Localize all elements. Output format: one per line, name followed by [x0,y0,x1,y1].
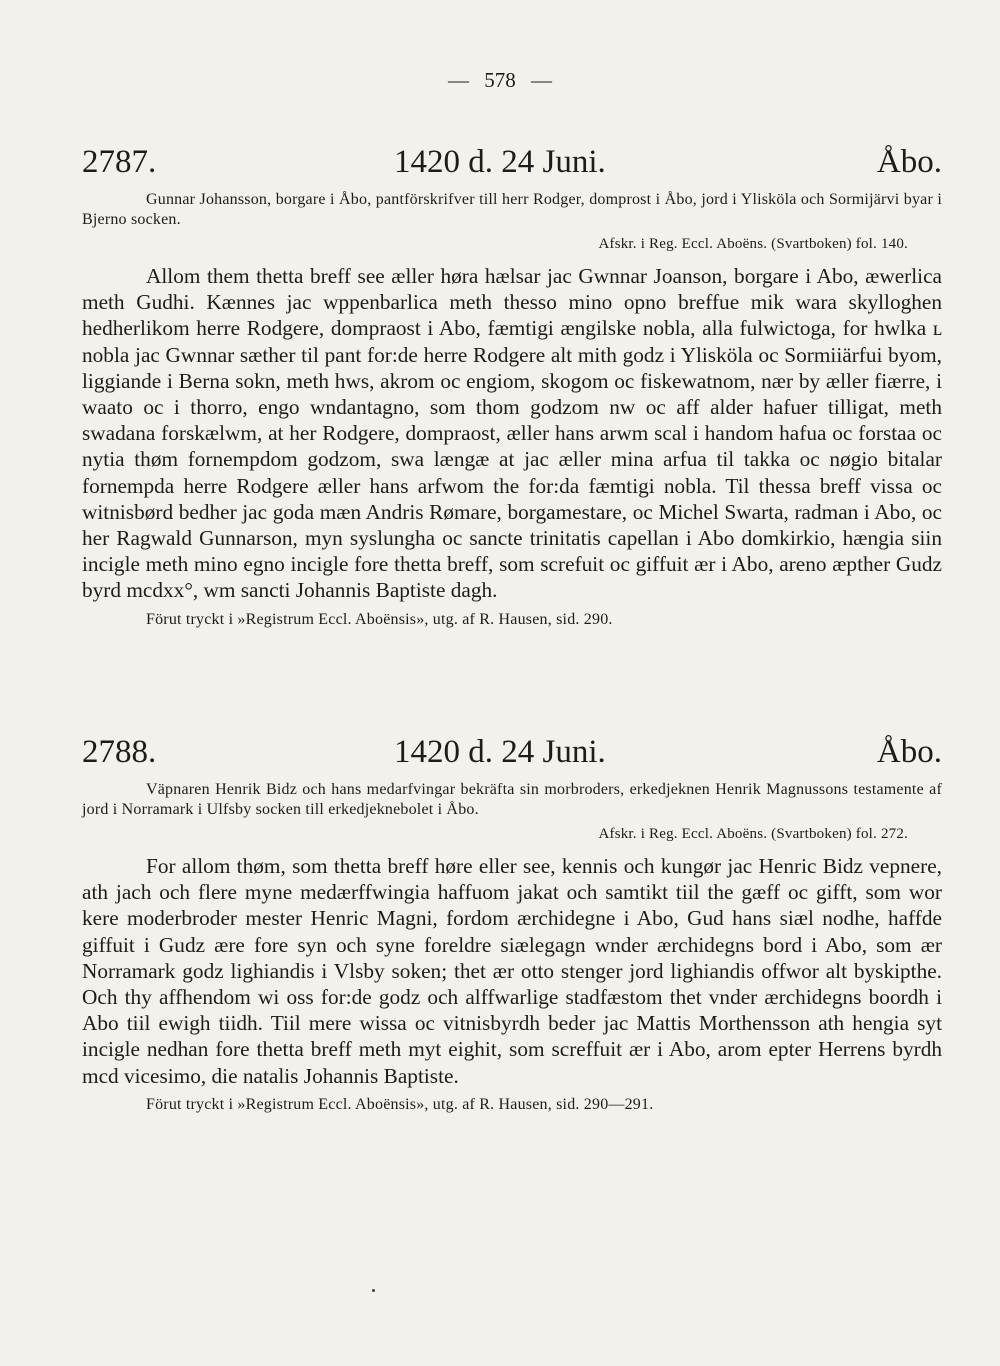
entry-summary: Gunnar Johansson, borgare i Åbo, pantförskrifver till herr Rodger, domprost i Åbo, jord i Ylisköla och Sormijärvi byar i Bjerno socken. [82,191,942,228]
entry-number: 2787. [82,144,157,180]
entry-date: 1420 d. 24 Juni. [394,734,606,770]
entry-text: For allom thøm, som thetta breff høre eller see, kennis och kungør jac Henric Bidz vepnere, ath jach och flere myne medærffwingia haffuom jakat och samtikt tiil the gæff oc gifft, som wor kere moderbroder mester Henric Magni, fordom ærchidegne i Abo, Gud hans siæl nodhe, haffde giffuit i Gudz ære fore syn och syne foreldre siælegagn wnder ærchidegns bord i Abo, som ær Norramark godz lighiandis i Vlsby soken; thet ær otto stenger jord lighiandis offwor alt byskipthe. Och thy affhendom wi oss for:de godz och alffwarlige stadfæstom thet vnder ærchidegns boordh i Abo tiil ewigh tiidh. Tiil mere wissa oc vitnisbyrdh beder jac Mattis Morthensson ath hengia syt incigle nedhan fore thetta breff meth myt eighit, som screffuit ær i Abo, arom epter Herrens byrdh mcd vicesimo, die natalis Johannis Baptiste. [82,854,942,1088]
entry-text: Allom them thetta breff see æller høra hælsar jac Gwnnar Joanson, borgare i Abo, æwerlica meth Gudhi. Kænnes jac wppenbarlica meth thesso mino opno breffue mik wara skylloghen hedherlikom herre Rodgere, dompraost i Abo, fæmtigi ængilske nobla, alla fulwictoga, for hwlka ʟ nobla jac Gwnnar sæther til pant for:de herre Rodgere alt mith godz i Ylisköla oc Sormiiärfui byom, liggiande i Berna sokn, meth hws, akrom oc engiom, skogom oc fiskewatnom, nær by æller fiærre, i waato oc i thorro, engo wndantagno, som thom godzom nw oc aff alder hafuer tilligat, meth swadana forskælwm, at her Rodgere, dompraost, æller hans arwm scal i handom hafua oc forstaa oc nytia thøm fornempdom godzom, swa længæ at jac æller mina arfua til takka oc nøgio bitalar fornempda herre Rodgere æller hans arfwom the for:da fæmtigi nobla. Til thessa breff vissa oc witnisbørd bedher jac goda mæn Andris Rømare, borgamestare, oc Michel Swarta, radman i Abo, oc her Ragwald Gunnarson, myn syslungha oc sancte trinitatis capellan i Abo domkirkio, hængia siin incigle meth mino egno incigle fore thetta breff, som screfuit oc giffuit ær i Abo, areno æpther Gudz byrd mcdxx°, wm sancti Johannis Baptiste dagh. [82,264,942,603]
entry-source: Afskr. i Reg. Eccl. Aboëns. (Svartboken) fol. 140. [598,236,908,252]
entry-2787 [82,142,942,630]
entry-heading [82,732,942,772]
entry-number: 2788. [82,734,157,770]
paper-speck [372,1289,375,1292]
entry-date: 1420 d. 24 Juni. [394,144,606,180]
page-number: — 578 — [448,68,552,92]
entry-place: Åbo. [876,144,942,180]
entry-place: Åbo. [876,734,942,770]
entry-printed-reference: Förut tryckt i »Registrum Eccl. Aboënsis», utg. af R. Hausen, sid. 290—291. [146,1095,654,1113]
entry-printed-reference: Förut tryckt i »Registrum Eccl. Aboënsis», utg. af R. Hausen, sid. 290. [146,610,613,628]
entry-heading [82,142,942,182]
entry-summary: Väpnaren Henrik Bidz och hans medarfvingar bekräfta sin morbroders, erkedjeknen Henrik Magnussons testamente af jord i Norramark i Ulfsby socken till erkedjeknebolet i Åbo. [82,781,942,818]
entry-2788 [82,732,942,1115]
entry-source: Afskr. i Reg. Eccl. Aboëns. (Svartboken) fol. 272. [598,826,908,842]
